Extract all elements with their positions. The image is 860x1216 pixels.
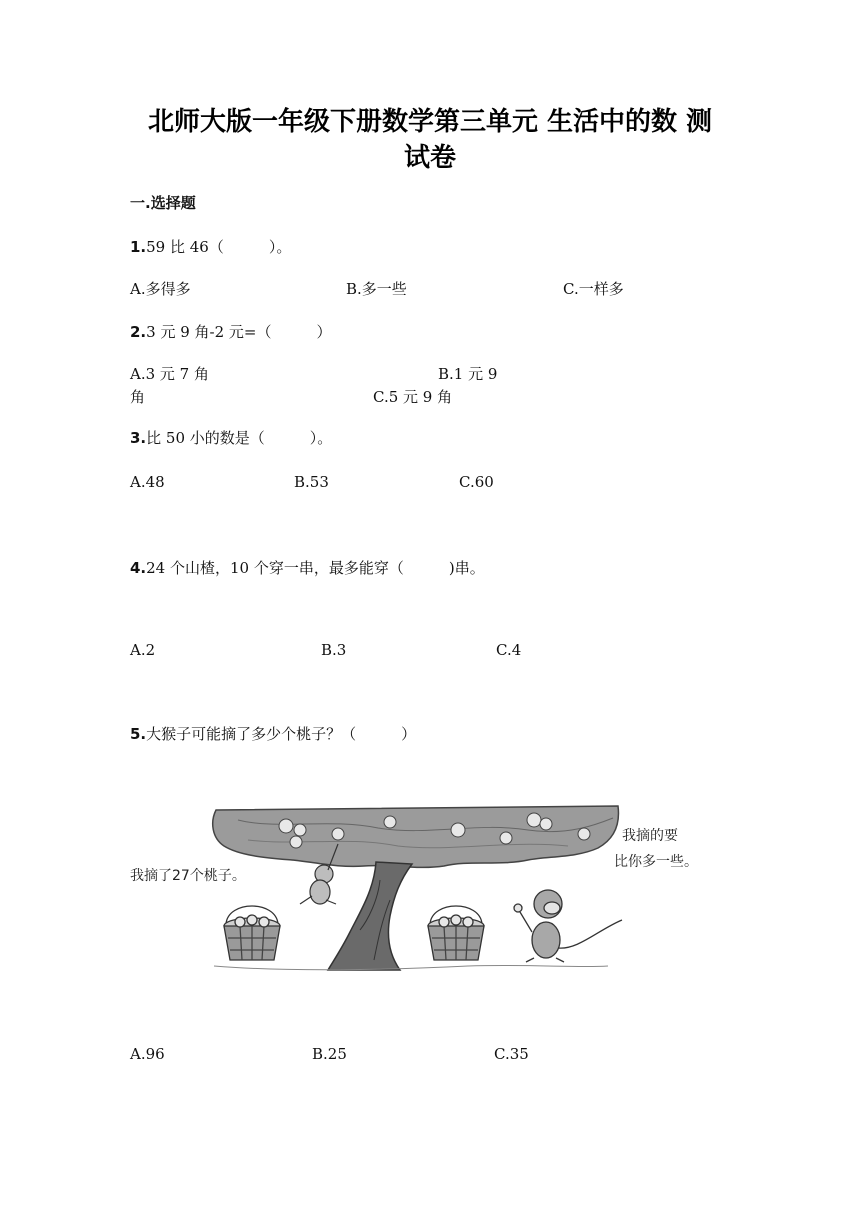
question-number: 3. (130, 429, 147, 447)
question-1 (130, 236, 291, 258)
question-number: 2. (130, 323, 147, 341)
option-c: C.5 元 9 角 (373, 388, 453, 406)
option-a: A.多得多 (130, 280, 191, 298)
question-text: 24 个山楂，10 个穿一串，最多能穿（ )串。 (146, 559, 485, 577)
option-c: C.一样多 (563, 280, 624, 298)
question-number: 1. (130, 238, 147, 256)
option-a: A.2 (130, 641, 156, 659)
question-4 (130, 557, 485, 579)
question-text: 比 50 小的数是（ ）。 (146, 429, 333, 447)
option-c: C.35 (494, 1045, 529, 1063)
monkeys-peach-tree-illustration (128, 800, 698, 982)
option-b: B.多一些 (346, 280, 407, 298)
title-line-2: 试卷 (403, 143, 456, 173)
option-b: B.3 (321, 641, 347, 659)
question-2 (130, 321, 331, 343)
question-3 (130, 427, 332, 449)
option-b: B.1 元 9 (438, 365, 498, 383)
question-number: 4. (130, 559, 147, 577)
title-line-1: 北师大版一年级下册数学第三单元 生活中的数 测 (147, 107, 713, 137)
question-text: 3 元 9 角-2 元=（ ） (146, 323, 332, 341)
option-c: C.60 (459, 473, 494, 491)
option-a: A.3 元 7 角 (130, 365, 209, 383)
page-title (100, 104, 760, 176)
right-speech-line-1: 我摘的要 (622, 828, 678, 844)
question-5 (130, 723, 416, 745)
question-text: 59 比 46（ ）。 (146, 238, 292, 256)
left-speech-text: 我摘了27个桃子。 (130, 868, 246, 884)
section-heading: 一.选择题 (130, 194, 196, 212)
option-b-continued: 角 (130, 388, 146, 406)
option-b: B.25 (312, 1045, 347, 1063)
option-c: C.4 (496, 641, 522, 659)
question-text: 大猴子可能摘了多少个桃子？（ ） (146, 725, 417, 743)
question-number: 5. (130, 725, 147, 743)
right-speech-line-2: 比你多一些。 (614, 854, 698, 870)
option-b: B.53 (294, 473, 329, 491)
option-a: A.48 (130, 473, 165, 491)
option-a: A.96 (130, 1045, 165, 1063)
